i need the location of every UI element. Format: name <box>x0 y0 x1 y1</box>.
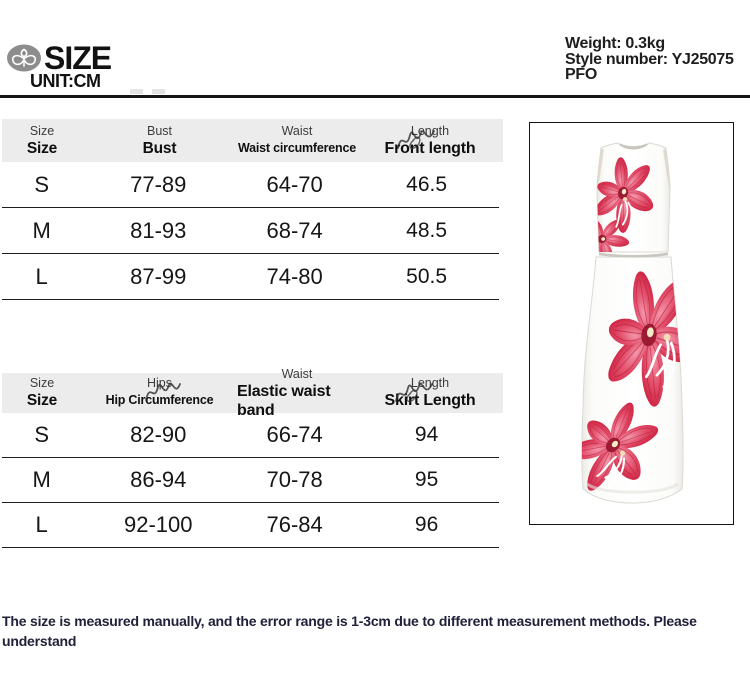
weight-label: Weight: 0.3kg <box>565 35 665 52</box>
size-table-top <box>2 119 503 300</box>
header-main-label: Skirt Length <box>384 392 476 409</box>
waist-cell: 68-74 <box>266 217 323 243</box>
table-row <box>2 503 499 548</box>
waist-cell: 70-78 <box>266 467 323 492</box>
size-table-bottom <box>2 366 503 548</box>
hips-cell: 86-94 <box>130 467 187 492</box>
size-cell: M <box>32 217 51 243</box>
header-sub-label: Length <box>410 376 450 390</box>
table-row <box>2 254 499 300</box>
waist-cell: 74-80 <box>266 263 323 289</box>
header-cell-length <box>357 119 503 162</box>
header-cell-bust <box>82 119 237 162</box>
header-sub-label: Size <box>29 123 55 138</box>
size-cell: S <box>34 171 50 197</box>
length-cell: 46.5 <box>406 172 448 196</box>
header-main-label: Front length <box>384 139 476 157</box>
length-cell: 94 <box>414 423 439 446</box>
header-main-label: Size <box>26 139 58 157</box>
header-sub-label: Length <box>410 123 450 138</box>
dress-illustration <box>530 123 733 524</box>
header-sub-label: Waist <box>281 123 313 138</box>
table-row <box>2 208 499 254</box>
brand-logo-icon <box>6 43 42 73</box>
header-main-label: Waist circumference <box>237 140 356 155</box>
header-main-label: Hip Circumference <box>105 393 214 407</box>
length-cell: 50.5 <box>406 264 448 288</box>
header-sub-label: Hips <box>146 376 172 390</box>
header-cell-hips <box>82 373 237 413</box>
header-divider <box>0 95 750 98</box>
table-row <box>2 413 499 458</box>
header-cell-waist <box>237 119 357 162</box>
table-header-row <box>2 366 503 419</box>
style-number-label: Style number: YJ25075 <box>565 50 734 68</box>
table-row <box>2 458 499 503</box>
header-main-label: Bust <box>142 139 177 157</box>
size-cell: M <box>32 467 51 492</box>
table-header-row <box>2 119 503 162</box>
waist-cell: 76-84 <box>266 512 323 537</box>
header-sub-label: Waist <box>281 366 313 381</box>
size-cell: S <box>34 422 50 447</box>
hips-cell: 92-100 <box>123 512 193 537</box>
waist-cell: 64-70 <box>266 171 323 197</box>
bust-cell: 87-99 <box>130 263 187 289</box>
style-suffix-label: PFO <box>565 66 597 83</box>
length-cell: 96 <box>414 513 439 536</box>
size-cell: L <box>35 512 48 537</box>
header-main-label: Elastic waist band <box>237 382 331 419</box>
print-artifact <box>130 89 143 94</box>
footnote-text: The size is measured manually, and the error range is 1-3cm due to different measurement methods. Please understand <box>2 613 697 649</box>
length-cell: 95 <box>414 468 439 491</box>
length-cell: 48.5 <box>406 218 448 242</box>
brand-header <box>6 42 111 74</box>
header-cell-size <box>2 373 82 413</box>
bust-cell: 81-93 <box>130 217 187 243</box>
bust-cell: 77-89 <box>130 171 187 197</box>
header-cell-size <box>2 119 82 162</box>
product-info <box>565 36 734 83</box>
table-row <box>2 162 499 208</box>
header-cell-waistband <box>237 366 357 419</box>
header-sub-label: Size <box>29 376 55 390</box>
print-artifact <box>152 89 165 94</box>
header-cell-skirt-length <box>357 373 503 413</box>
size-cell: L <box>35 263 48 289</box>
page-title: SIZE <box>44 40 112 76</box>
header-main-label: Size <box>26 392 58 409</box>
hips-cell: 82-90 <box>130 422 187 447</box>
product-photo <box>529 122 734 525</box>
waist-cell: 66-74 <box>266 422 323 447</box>
header-sub-label: Bust <box>146 123 172 138</box>
unit-label: UNIT:CM <box>30 71 101 91</box>
